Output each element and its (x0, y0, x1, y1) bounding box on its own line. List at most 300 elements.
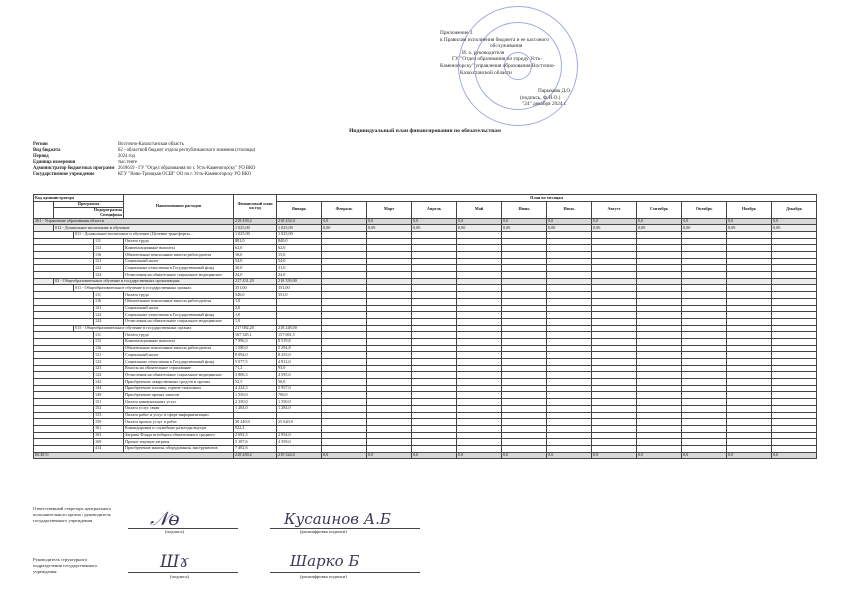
table-cell (412, 318, 457, 325)
table-cell: 122 (94, 265, 124, 272)
table-cell (682, 365, 727, 372)
meta-key: Государственное учреждение (33, 172, 95, 178)
table-cell (592, 272, 637, 279)
table-cell (637, 352, 682, 359)
table-cell (637, 445, 682, 452)
table-row (34, 452, 817, 459)
table-cell (592, 325, 637, 332)
table-cell: 840,0 (277, 238, 322, 245)
table-cell (457, 338, 502, 345)
table-cell (322, 405, 367, 412)
table-cell: 0,0 (727, 218, 772, 225)
table-cell (772, 332, 817, 339)
table-cell (322, 258, 367, 265)
table-cell (412, 332, 457, 339)
table-cell (682, 292, 727, 299)
table-cell (637, 258, 682, 265)
approval-name-caption: (подпись, Ф.И.О.) (520, 94, 561, 101)
table-cell (34, 245, 94, 252)
table-cell: 149 (94, 392, 124, 399)
header-spec-label: Специфика (100, 211, 123, 217)
header-month: Июль (547, 201, 592, 218)
table-cell (34, 439, 94, 446)
table-cell (34, 352, 94, 359)
table-row (34, 359, 817, 366)
table-cell: Командировки и служебные разъезды внутри (124, 425, 234, 432)
table-cell: 015 - Общеобразовательное обучение в государственных органах (74, 325, 234, 332)
table-cell (592, 305, 637, 312)
name-caption: (расшифровка подписи) (300, 574, 347, 579)
table-cell: 0,0 (457, 218, 502, 225)
table-cell (34, 359, 94, 366)
table-cell (682, 305, 727, 312)
table-cell: 24,0 (234, 272, 277, 279)
table-cell (412, 292, 457, 299)
table-cell (457, 392, 502, 399)
table-cell: 0,0 (502, 218, 547, 225)
header-admin: Код администратора (34, 195, 124, 202)
table-cell (637, 399, 682, 406)
table-cell: Оплата работ и услуг в сфере информатизации (124, 412, 234, 419)
table-cell (637, 298, 682, 305)
table-cell (592, 439, 637, 446)
table-cell (727, 231, 772, 238)
table-cell (412, 265, 457, 272)
table-cell: Взносы на обязательное страхование (124, 365, 234, 372)
table-cell: 218 432,0 (277, 218, 322, 225)
table-cell (682, 352, 727, 359)
header-month: Октябрь (682, 201, 727, 218)
approval-line: ГУ "Отдел образования по городу Усть- (452, 56, 542, 63)
table-cell: 30 240,0 (234, 419, 277, 426)
table-cell (502, 338, 547, 345)
table-cell (322, 399, 367, 406)
table-cell: 011 - Общеобразовательное обучение в государственных органах (74, 285, 234, 292)
table-cell: 1 580,0 (234, 345, 277, 352)
table-cell: Обязательные пенсионные взносы работодателя (124, 252, 234, 259)
table-cell (412, 305, 457, 312)
table-cell (322, 325, 367, 332)
approval-line: И. о. руководителя (462, 49, 505, 56)
table-cell: 4 595,0 (277, 372, 322, 379)
table-cell (682, 298, 727, 305)
table-cell (592, 245, 637, 252)
table-cell (637, 325, 682, 332)
table-cell: 116 (94, 252, 124, 259)
table-cell (772, 278, 817, 285)
table-row (34, 252, 817, 259)
table-cell: 012 - Дошкольное воспитание и обучение (54, 225, 234, 232)
table-cell (412, 419, 457, 426)
table-cell (772, 285, 817, 292)
table-cell (772, 372, 817, 379)
table-cell (34, 292, 94, 299)
table-cell (457, 372, 502, 379)
table-cell (727, 345, 772, 352)
table-cell (637, 425, 682, 432)
table-row (34, 272, 817, 279)
table-cell: 0,0 (502, 452, 547, 459)
table-cell (727, 425, 772, 432)
table-cell (592, 252, 637, 259)
table-cell: 0,0 (682, 218, 727, 225)
table-cell (547, 318, 592, 325)
table-cell (772, 419, 817, 426)
table-cell (412, 379, 457, 386)
table-cell: 0,0 (412, 218, 457, 225)
table-cell: 124 (94, 318, 124, 325)
table-cell (34, 265, 94, 272)
table-cell (367, 245, 412, 252)
table-cell (637, 292, 682, 299)
table-cell: 0,00 (682, 225, 727, 232)
table-cell (727, 285, 772, 292)
table-cell (322, 445, 367, 452)
table-cell (502, 238, 547, 245)
table-cell (457, 399, 502, 406)
table-cell (547, 292, 592, 299)
table-cell (502, 439, 547, 446)
signature-caption: (подпись) (170, 574, 190, 579)
table-cell: 261 - Управление образования области (34, 218, 234, 225)
table-cell: Приобретение прочих запасов (124, 392, 234, 399)
table-cell (637, 245, 682, 252)
table-cell: 1 284,0 (234, 405, 277, 412)
approval-date: "24" декабря 2024 г. (522, 101, 567, 108)
table-cell (547, 278, 592, 285)
table-cell: 123 (94, 365, 124, 372)
table-cell (727, 272, 772, 279)
table-cell (457, 425, 502, 432)
table-row (34, 231, 817, 238)
table-cell: 1 550,0 (234, 392, 277, 399)
table-cell (34, 325, 74, 332)
table-cell (502, 305, 547, 312)
table-cell (637, 365, 682, 372)
table-cell (502, 252, 547, 259)
table-cell (322, 332, 367, 339)
table-row (34, 278, 817, 285)
table-cell (34, 385, 94, 392)
table-cell (367, 312, 412, 319)
table-cell: Затраты Фонда всеобщего обязательного среднего (124, 432, 234, 439)
table-cell (547, 385, 592, 392)
role-line: учреждения (33, 569, 57, 574)
table-row (34, 345, 817, 352)
financing-plan-table (33, 194, 817, 459)
table-cell (682, 285, 727, 292)
role-line: исполнительного органа / руководитель (33, 512, 111, 517)
table-cell (682, 265, 727, 272)
table-row (34, 352, 817, 359)
table-cell: Социальный налог (124, 258, 234, 265)
table-cell (682, 439, 727, 446)
table-cell (277, 425, 322, 432)
table-cell (637, 312, 682, 319)
table-cell (772, 258, 817, 265)
table-cell: 8 094,0 (234, 352, 277, 359)
table-cell (412, 312, 457, 319)
table-row (34, 258, 817, 265)
table-cell (772, 245, 817, 252)
table-cell: 116 (94, 345, 124, 352)
table-cell: 346,0 (234, 292, 277, 299)
table-cell (682, 445, 727, 452)
table-cell: 122 (94, 312, 124, 319)
table-cell (592, 231, 637, 238)
handwritten-signature-2: Шɤ (160, 552, 189, 572)
table-cell: 0,00 (592, 225, 637, 232)
table-cell (772, 238, 817, 245)
table-cell (547, 305, 592, 312)
table-cell (502, 392, 547, 399)
meta-value: тыс.тенге (118, 160, 138, 166)
table-cell (727, 379, 772, 386)
table-cell (412, 359, 457, 366)
table-cell: 218 439,2 (234, 218, 277, 225)
table-cell (592, 372, 637, 379)
table-row (34, 385, 817, 392)
table-cell (637, 338, 682, 345)
table-cell (367, 265, 412, 272)
table-cell (457, 231, 502, 238)
table-cell (637, 405, 682, 412)
table-cell: 1 025,00 (277, 231, 322, 238)
table-cell: 1 284,0 (277, 405, 322, 412)
table-cell (457, 412, 502, 419)
table-row (34, 318, 817, 325)
table-cell (547, 392, 592, 399)
table-cell (592, 258, 637, 265)
table-cell (322, 285, 367, 292)
table-cell (772, 292, 817, 299)
table-row (34, 238, 817, 245)
table-cell (367, 338, 412, 345)
table-cell (727, 245, 772, 252)
table-cell (457, 432, 502, 439)
table-cell (367, 298, 412, 305)
table-cell (547, 405, 592, 412)
signature-line (270, 572, 420, 573)
table-cell (412, 365, 457, 372)
table-cell (412, 352, 457, 359)
table-cell (592, 285, 637, 292)
table-cell (502, 258, 547, 265)
table-cell: 218 439,2 (234, 452, 277, 459)
table-cell (34, 238, 94, 245)
table-cell: 122 (94, 359, 124, 366)
table-cell (547, 445, 592, 452)
table-cell (502, 365, 547, 372)
table-cell (682, 419, 727, 426)
table-cell (412, 238, 457, 245)
table-cell (502, 272, 547, 279)
table-cell: 0,0 (592, 218, 637, 225)
table-cell (412, 445, 457, 452)
table-cell (412, 338, 457, 345)
table-cell: 0,0 (367, 452, 412, 459)
table-cell (457, 285, 502, 292)
table-cell (412, 372, 457, 379)
approval-block (440, 30, 610, 108)
table-cell (772, 392, 817, 399)
table-cell: 922,4 (234, 425, 277, 432)
table-cell (34, 231, 74, 238)
table-cell (772, 385, 817, 392)
table-cell: 167 345,1 (234, 332, 277, 339)
table-cell (457, 305, 502, 312)
table-row (34, 218, 817, 225)
approval-name: Парыкова Д.О. (538, 88, 572, 95)
table-cell (592, 379, 637, 386)
table-cell (502, 432, 547, 439)
table-row (34, 432, 817, 439)
table-cell (772, 338, 817, 345)
table-cell (457, 252, 502, 259)
table-cell: 24,0 (277, 272, 322, 279)
table-cell: Компенсационные выплаты (124, 338, 234, 345)
table-cell: 5 294,8 (277, 345, 322, 352)
table-cell (682, 345, 727, 352)
table-cell (457, 379, 502, 386)
table-cell: Приобретение машин, оборудования, инструментов (124, 445, 234, 452)
table-cell (322, 385, 367, 392)
table-cell (367, 278, 412, 285)
table-cell (592, 359, 637, 366)
table-cell: 0,0 (592, 452, 637, 459)
table-cell: Приобретение лекарственных средств и прочих (124, 379, 234, 386)
table-cell: 0,00 (502, 225, 547, 232)
table-cell (637, 385, 682, 392)
table-cell: 124 (94, 372, 124, 379)
table-cell (502, 412, 547, 419)
table-cell: 111 (94, 238, 124, 245)
table-cell (682, 379, 727, 386)
table-cell (547, 238, 592, 245)
table-cell (502, 298, 547, 305)
table-cell: 0,0 (412, 452, 457, 459)
table-cell: 1 350,0 (277, 399, 322, 406)
table-cell: 4 224,5 (234, 385, 277, 392)
table-cell (34, 332, 94, 339)
table-cell (547, 412, 592, 419)
table-cell (34, 225, 54, 232)
table-cell (547, 265, 592, 272)
table-cell: 163 (94, 432, 124, 439)
table-cell (772, 231, 817, 238)
table-cell (772, 412, 817, 419)
table-cell: 1 025,00 (234, 225, 277, 232)
table-cell: 7 482,6 (234, 445, 277, 452)
table-row (34, 412, 817, 419)
table-cell: 700,0 (277, 392, 322, 399)
table-cell (547, 345, 592, 352)
table-cell: 142 (94, 379, 124, 386)
table-cell (277, 305, 322, 312)
table-cell: 124 (94, 272, 124, 279)
table-cell (367, 352, 412, 359)
meta-key: Администратор бюджетных программ (33, 166, 115, 172)
table-cell (547, 365, 592, 372)
table-cell (727, 392, 772, 399)
table-cell: 0,0 (457, 452, 502, 459)
table-cell (367, 445, 412, 452)
table-row (34, 392, 817, 399)
table-cell (682, 332, 727, 339)
table-cell: 1,0 (234, 298, 277, 305)
meta-value: Восточно-Казахстанская область (118, 142, 184, 147)
table-cell (412, 258, 457, 265)
header-month: Ноябрь (727, 201, 772, 218)
table-cell: 1,0 (234, 318, 277, 325)
table-cell (457, 325, 502, 332)
table-cell: 169 (94, 439, 124, 446)
table-cell: 116 (94, 298, 124, 305)
table-cell (412, 432, 457, 439)
header-month: Декабрь (772, 201, 817, 218)
table-cell (34, 419, 94, 426)
table-cell: 159 (94, 419, 124, 426)
table-cell (727, 238, 772, 245)
table-cell: 0,0 (637, 218, 682, 225)
table-cell (322, 272, 367, 279)
table-cell (772, 365, 817, 372)
table-cell: 218 248,00 (277, 325, 322, 332)
table-cell: 0,0 (637, 452, 682, 459)
table-cell (592, 298, 637, 305)
table-cell (547, 419, 592, 426)
role-line: государственного учреждения (33, 518, 93, 523)
table-cell (682, 231, 727, 238)
table-cell (682, 238, 727, 245)
table-cell: 157 061,5 (277, 332, 322, 339)
table-cell: 351,00 (234, 285, 277, 292)
table-cell (322, 359, 367, 366)
table-cell (727, 318, 772, 325)
table-cell (637, 272, 682, 279)
table-row (34, 332, 817, 339)
table-row (34, 445, 817, 452)
table-cell (412, 325, 457, 332)
table-cell: 351,00 (277, 285, 322, 292)
table-cell (367, 379, 412, 386)
table-cell (682, 412, 727, 419)
meta-value: 2618619 - ГУ "Отдел образования по г. Усть-Каменогорску" УО ВКО (118, 166, 256, 172)
table-row (34, 399, 817, 406)
table-cell (727, 385, 772, 392)
table-cell (772, 312, 817, 319)
table-cell (412, 439, 457, 446)
header-prog: Программа (54, 201, 124, 208)
table-cell (367, 252, 412, 259)
table-cell: 62,0 (277, 245, 322, 252)
table-cell (367, 405, 412, 412)
table-cell: 2,0 (234, 305, 277, 312)
table-cell (34, 392, 94, 399)
table-cell (637, 379, 682, 386)
table-cell: 219 324,0 (277, 452, 322, 459)
table-cell (772, 305, 817, 312)
table-cell (637, 392, 682, 399)
table-cell: 217 082,20 (234, 325, 277, 332)
role-line: подразделения государственного (33, 563, 98, 568)
signature-role-1 (33, 506, 111, 524)
table-cell: Социальные отчисления в Государственный фонд (124, 359, 234, 366)
table-cell: 31,0 (277, 265, 322, 272)
table-cell (322, 312, 367, 319)
table-cell: 152 (94, 405, 124, 412)
table-cell (727, 265, 772, 272)
